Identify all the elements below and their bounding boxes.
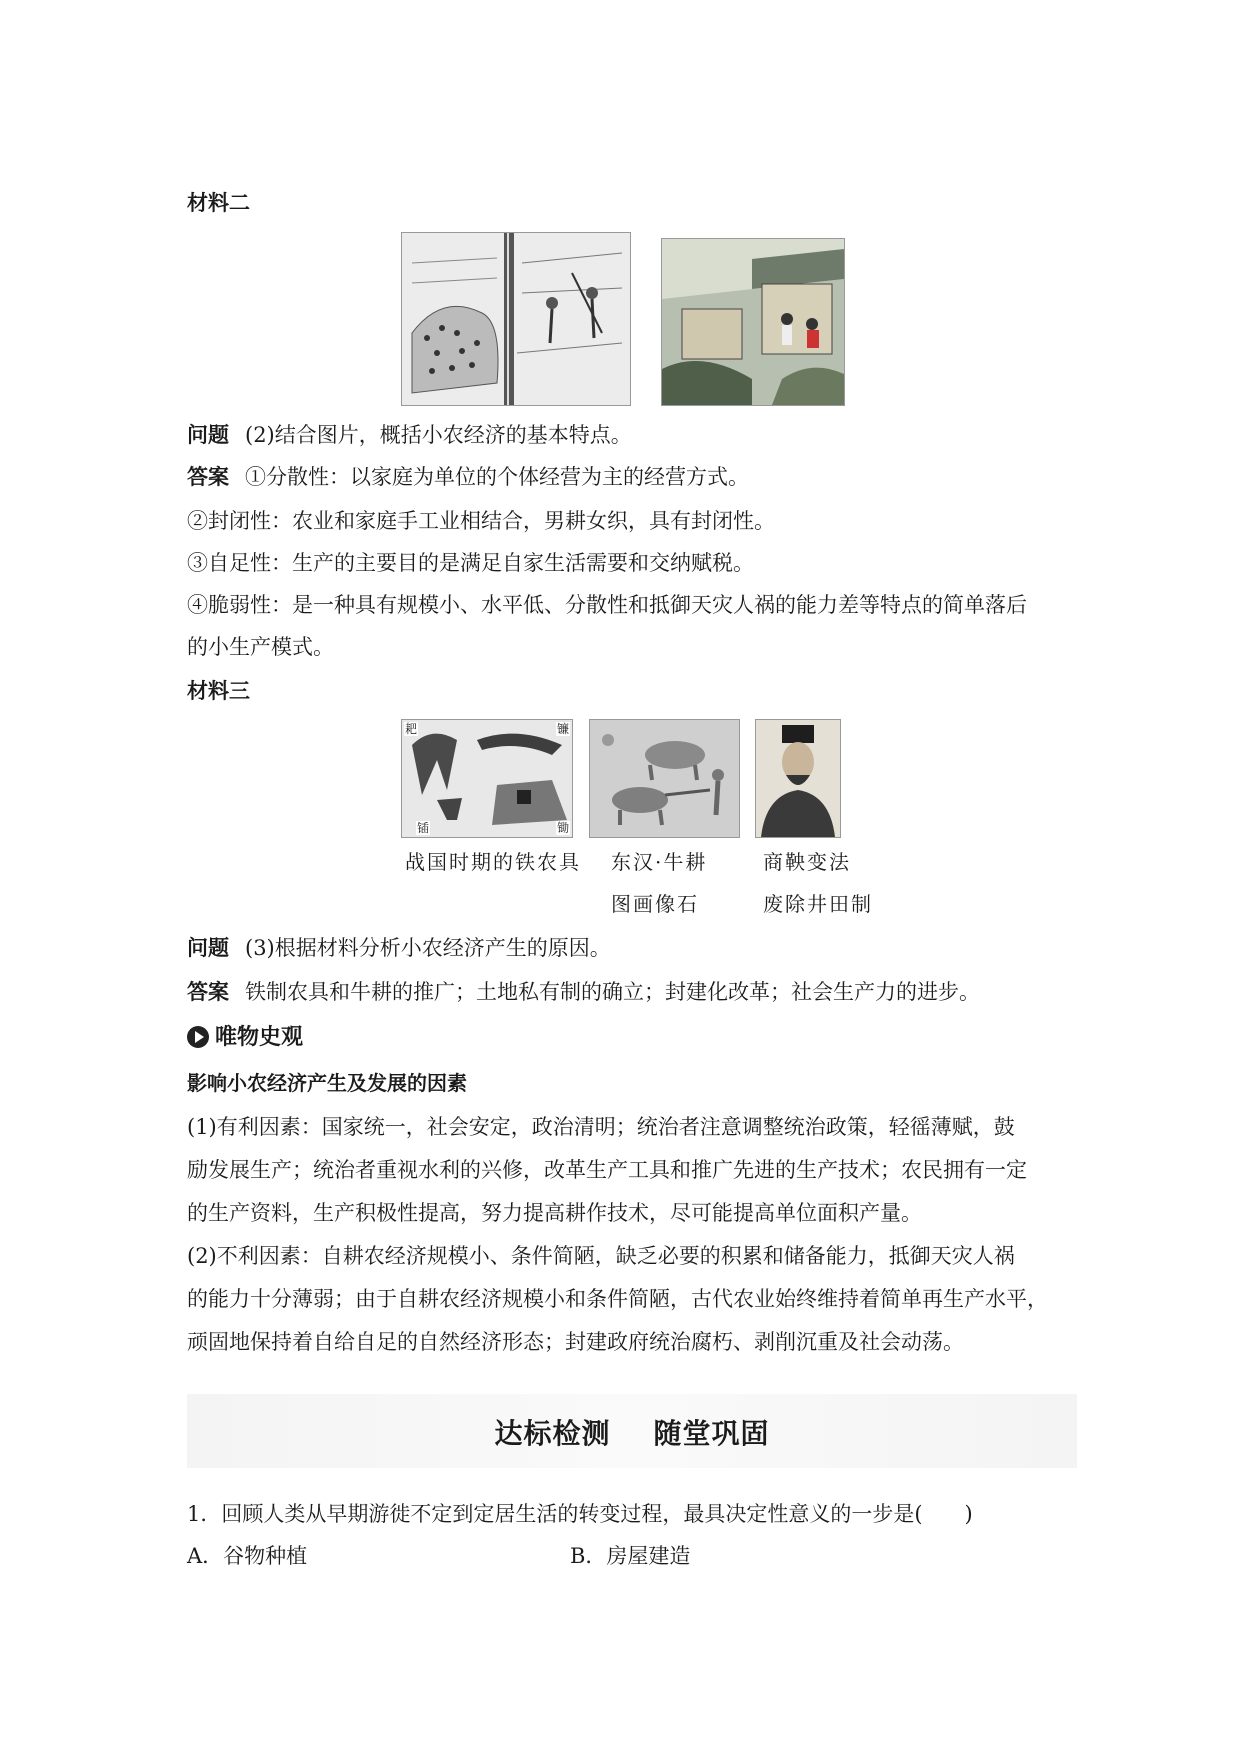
caption-shang-line1: 商鞅变法 bbox=[763, 850, 851, 874]
shang-yang-portrait-image bbox=[755, 719, 841, 838]
factor-line-6: 顽固地保持着自给自足的自然经济形态；封建政府统治腐朽、剥削沉重及社会动荡。 bbox=[187, 1330, 964, 1354]
answer-label: 答案 bbox=[187, 980, 229, 1004]
question-3 bbox=[187, 933, 611, 963]
question-2 bbox=[187, 420, 632, 450]
materialism-subtitle: 影响小农经济产生及发展的因素 bbox=[187, 1071, 467, 1095]
caption-ox-line1: 东汉·牛耕 bbox=[611, 850, 708, 874]
factor-line-2: 励发展生产；统治者重视水利的兴修，改革生产工具和推广先进的生产技术；农民拥有一定 bbox=[187, 1158, 1027, 1182]
factor-line-4: (2)不利因素：自耕农经济规模小、条件简陋，缺乏必要的积累和储备能力，抵御天灾人祸 bbox=[187, 1244, 1015, 1268]
answer-label: 答案 bbox=[187, 465, 229, 489]
answer-point-4-cont: 的小生产模式。 bbox=[187, 635, 334, 659]
section-banner bbox=[187, 1394, 1077, 1468]
question-label: 问题 bbox=[187, 423, 229, 447]
quiz-option-a: A．谷物种植 bbox=[187, 1544, 308, 1568]
family-weaving-painting-image bbox=[661, 238, 845, 406]
question-label: 问题 bbox=[187, 936, 229, 960]
tool-tag-spade: 锸 bbox=[417, 821, 430, 835]
iron-tools-image bbox=[401, 719, 573, 838]
question-text: (3)根据材料分析小农经济产生的原因。 bbox=[245, 936, 611, 960]
caption-iron-tools: 战国时期的铁农具 bbox=[405, 850, 581, 874]
answer-text: 铁制农具和牛耕的推广；土地私有制的确立；封建化改革；社会生产力的进步。 bbox=[245, 980, 980, 1004]
ox-plowing-stone-relief-image bbox=[589, 719, 740, 838]
factor-line-5: 的能力十分薄弱；由于自耕农经济规模小和条件简陋，古代农业始终维持着简单再生产水平， bbox=[187, 1287, 1048, 1311]
answer-point-2: ②封闭性：农业和家庭手工业相结合，男耕女织，具有封闭性。 bbox=[187, 509, 775, 533]
materialism-title: 唯物史观 bbox=[215, 1025, 304, 1050]
materialism-heading bbox=[187, 1023, 303, 1053]
factor-line-1: (1)有利因素：国家统一，社会安定，政治清明；统治者注意调整统治政策，轻徭薄赋，鼓 bbox=[187, 1115, 1015, 1139]
factor-line-3: 的生产资料，生产积极性提高，努力提高耕作技术，尽可能提高单位面积产量。 bbox=[187, 1201, 922, 1225]
answer-point-4: ④脆弱性：是一种具有规模小、水平低、分散性和抵御天灾人祸的能力差等特点的简单落后 bbox=[187, 593, 1027, 617]
quiz-question-1: 1．回顾人类从早期游徙不定到定居生活的转变过程，最具决定性意义的一步是( ) bbox=[187, 1502, 973, 1526]
play-circle-icon bbox=[187, 1026, 209, 1048]
answer-2 bbox=[187, 462, 749, 492]
caption-shang-line2: 废除井田制 bbox=[763, 892, 873, 916]
answer-3 bbox=[187, 977, 980, 1007]
tool-tag-sickle: 镰 bbox=[556, 722, 569, 736]
tool-tag-rake: 耙 bbox=[405, 722, 418, 736]
tool-tag-hoe: 锄 bbox=[556, 821, 569, 835]
material2-heading: 材料二 bbox=[187, 191, 250, 215]
banner-title: 达标检测 随堂巩固 bbox=[494, 1417, 770, 1450]
quiz-option-b: B．房屋建造 bbox=[570, 1544, 691, 1568]
caption-ox-line2: 图画像石 bbox=[611, 892, 699, 916]
farming-drawing-image bbox=[401, 232, 631, 406]
answer-text: ①分散性：以家庭为单位的个体经营为主的经营方式。 bbox=[245, 465, 749, 489]
question-text: (2)结合图片，概括小农经济的基本特点。 bbox=[245, 423, 632, 447]
material3-heading: 材料三 bbox=[187, 679, 250, 703]
answer-point-3: ③自足性：生产的主要目的是满足自家生活需要和交纳赋税。 bbox=[187, 551, 754, 575]
